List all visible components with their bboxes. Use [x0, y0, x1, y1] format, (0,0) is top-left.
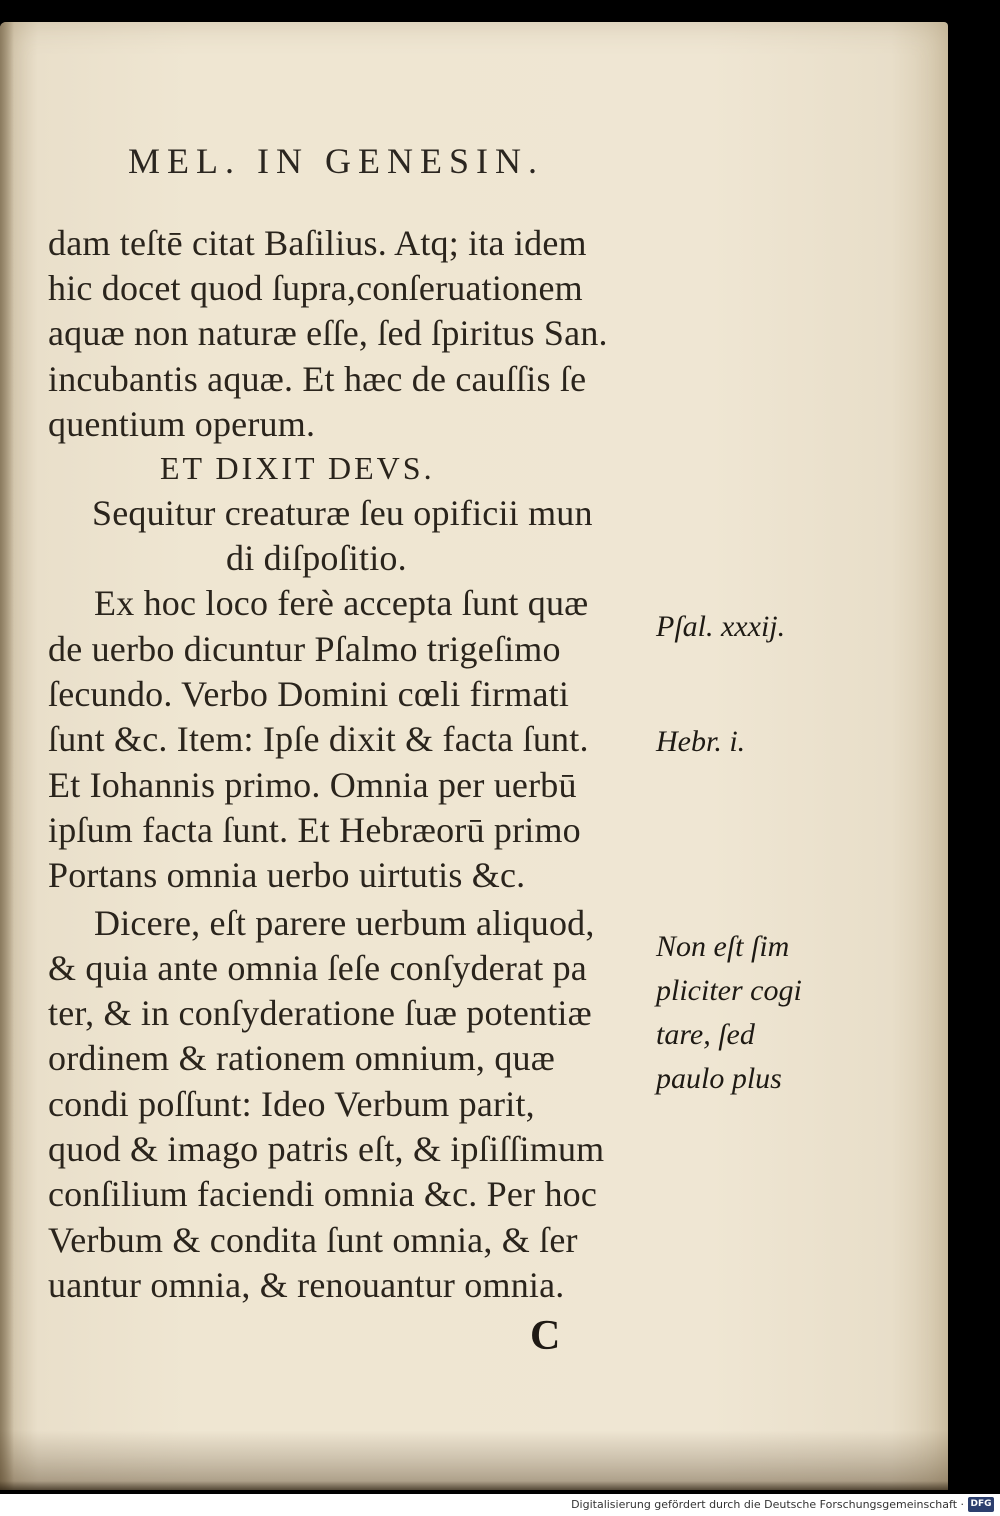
text-line: incubantis aquæ. Et hæc de cauſſis ſe — [48, 359, 587, 399]
text-line: di diſpoſitio. — [226, 538, 407, 578]
page-spine-shadow — [0, 22, 14, 1490]
text-line: Dicere, eſt parere uerbum aliquod, — [94, 903, 595, 943]
text-line: ordinem & rationem omnium, quæ — [48, 1038, 555, 1078]
book-page — [0, 22, 948, 1490]
text-line: ſecundo. Verbo Domini cœli firmati — [48, 674, 570, 714]
text-line: Ex hoc loco ferè accepta ſunt quæ — [94, 583, 589, 623]
text-line: Verbum & condita ſunt omnia, & ſer — [48, 1220, 578, 1260]
text-line: uantur omnia, & renouantur omnia. — [48, 1265, 565, 1305]
text-line: condi poſſunt: Ideo Verbum parit, — [48, 1084, 535, 1124]
margin-note: paulo plus — [656, 1062, 782, 1095]
margin-note: Non eſt ſim — [656, 930, 790, 963]
text-line: Et Iohannis primo. Omnia per uerbū — [48, 765, 577, 805]
text-line: ipſum facta ſunt. Et Hebræorū primo — [48, 810, 581, 850]
text-line: aquæ non naturæ eſſe, ſed ſpiritus San. — [48, 313, 608, 353]
text-line: quentium operum. — [48, 404, 316, 444]
text-line: Sequitur creaturæ ſeu opificii mun — [92, 493, 593, 533]
text-line: quod & imago patris eſt, & ipſiſſimum — [48, 1129, 605, 1169]
margin-note: Pſal. xxxij. — [656, 610, 786, 643]
margin-note: pliciter cogi — [656, 974, 802, 1007]
margin-note: Hebr. i. — [656, 725, 746, 758]
footer-bar — [0, 1494, 1000, 1516]
text-line: Portans omnia uerbo uirtutis &c. — [48, 855, 526, 895]
text-line: & quia ante omnia ſeſe conſyderat pa — [48, 948, 587, 988]
text-line: dam teſtē citat Baſilius. Atq; ita idem — [48, 223, 587, 263]
text-line: hic docet quod ſupra,conſeruationem — [48, 268, 583, 308]
running-title: MEL. IN GENESIN. — [128, 141, 544, 181]
text-line: ter, & in conſyderatione ſuæ potentiæ — [48, 993, 592, 1033]
margin-note: tare, ſed — [656, 1018, 755, 1051]
text-line: ſunt &c. Item: Ipſe dixit & facta ſunt. — [48, 719, 589, 759]
text-line: de uerbo dicuntur Pſalmo trigeſimo — [48, 629, 561, 669]
section-heading: ET DIXIT DEVS. — [160, 450, 435, 486]
dfg-logo-icon: DFG — [968, 1497, 994, 1512]
signature-mark: C — [530, 1313, 561, 1359]
text-line: conſilium faciendi omnia &c. Per hoc — [48, 1174, 598, 1214]
footer-credit: Digitalisierung gefördert durch die Deutsche Forschungsgemeinschaft · — [571, 1498, 964, 1511]
